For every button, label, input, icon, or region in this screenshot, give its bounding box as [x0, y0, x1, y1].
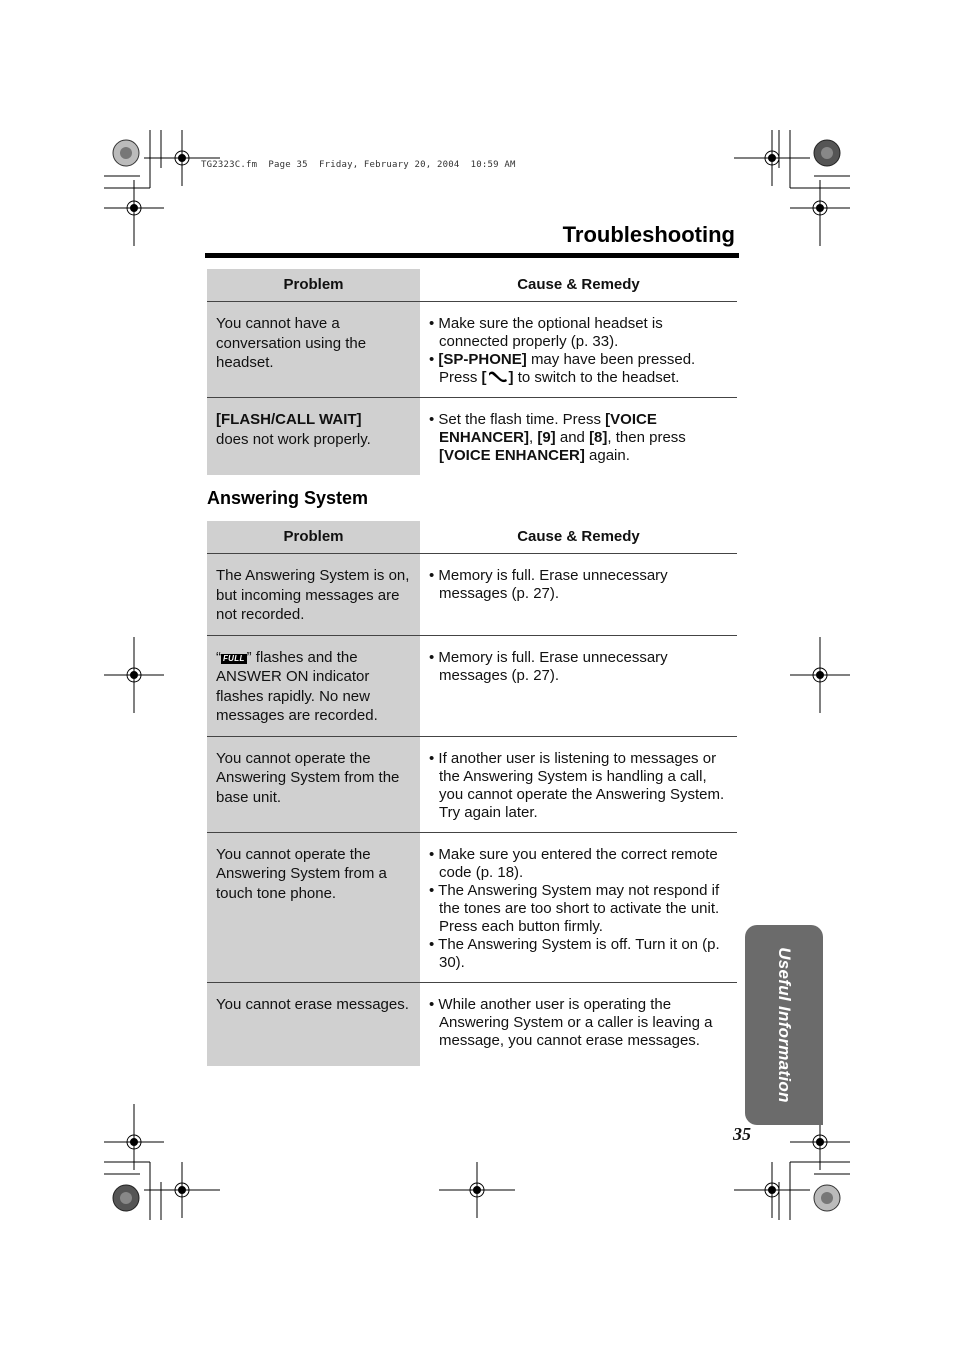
remedy-text: Set the flash time. Press	[438, 411, 601, 428]
talk-icon	[487, 370, 509, 383]
header-cause-remedy: Cause & Remedy	[420, 521, 737, 554]
remedy-text: Make sure the optional headset is connected properly (p. 33).	[438, 315, 663, 350]
side-tab-label: Useful Information	[775, 947, 794, 1103]
key-talk-open: [	[481, 369, 487, 386]
key-talk-close: ]	[508, 369, 514, 386]
remedy-bullet: • [SP-PHONE] may have been pressed. Press [ ] to switch to the headset.	[429, 351, 696, 386]
remedy-text: Memory is full. Erase unnecessary messages (p. 27).	[438, 648, 668, 684]
page-title: Troubleshooting	[562, 222, 735, 247]
remedy-text: again.	[589, 447, 630, 464]
problem-cell	[207, 554, 420, 636]
title-rule	[205, 253, 739, 258]
cause-cell	[420, 832, 737, 982]
key-9: [9]	[537, 429, 556, 446]
table-row	[207, 736, 737, 832]
key-voice-enhancer: [VOICE ENHANCER]	[439, 447, 585, 464]
problem-cell	[207, 302, 420, 398]
problem-cell	[207, 982, 420, 1066]
problem-cell	[207, 398, 420, 476]
cause-cell	[420, 736, 737, 832]
problem-text: You cannot erase messages.	[216, 995, 409, 1013]
problem-text: ” flashes and the ANSWER ON indicator flashes rapidly. No new messages are recorded.	[216, 648, 378, 724]
problem-cell	[207, 635, 420, 736]
remedy-text: While another user is operating the Answering System or a caller is leaving a message, you cannot erase messages.	[438, 995, 713, 1049]
remedy-text: The Answering System may not respond if the tones are too short to activate the unit. Press each button firmly.	[438, 881, 720, 935]
table-row	[207, 554, 737, 636]
remedy-bullet: • Make sure you entered the correct remote code (p. 18).	[429, 845, 718, 881]
quote-open: “	[216, 648, 221, 666]
table-row	[207, 398, 737, 476]
remedy-text: and	[559, 429, 585, 446]
header-problem: Problem	[207, 269, 420, 302]
table-row	[207, 832, 737, 982]
remedy-text: to switch to the headset.	[517, 369, 680, 386]
key-8: [8]	[589, 429, 608, 446]
problem-text: You cannot operate the Answering System from a touch tone phone.	[216, 845, 387, 902]
section-heading: Answering System	[207, 488, 369, 508]
problem-cell	[207, 736, 420, 832]
remedy-text: ,	[529, 429, 534, 446]
table-header-row	[207, 521, 737, 554]
remedy-bullet: • The Answering System may not respond if the tones are too short to activate the unit. Press each button firmly.	[429, 881, 720, 935]
side-tab-useful-information	[745, 925, 823, 1125]
remedy-text: Make sure you entered the correct remote code (p. 18).	[438, 845, 718, 881]
key-flash-call-wait: [FLASH/CALL WAIT]	[216, 411, 362, 428]
problem-text: You cannot have a conversation using the headset.	[216, 315, 367, 371]
header-cause-remedy: Cause & Remedy	[420, 269, 737, 302]
remedy-text: Memory is full. Erase unnecessary messages (p. 27).	[438, 567, 668, 602]
remedy-bullet: • Set the flash time. Press [VOICE ENHANCER], [9] and [8], then press [VOICE ENHANCER] again.	[429, 411, 686, 464]
remedy-bullet: • Make sure the optional headset is connected properly (p. 33).	[429, 315, 663, 350]
remedy-bullet: • If another user is listening to messages or the Answering System is handling a call, you cannot operate the Answering System. Try again later.	[429, 749, 725, 821]
cause-cell	[420, 982, 737, 1066]
remedy-bullet: • While another user is operating the Answering System or a caller is leaving a message, you cannot erase messages.	[429, 995, 713, 1049]
remedy-bullet: • Memory is full. Erase unnecessary messages (p. 27).	[429, 567, 668, 602]
problem-text: You cannot operate the Answering System from the base unit.	[216, 749, 400, 806]
remedy-bullet: • Memory is full. Erase unnecessary messages (p. 27).	[429, 648, 668, 684]
problem-text: does not work properly.	[216, 430, 371, 448]
header-problem: Problem	[207, 521, 420, 554]
problem-text: The Answering System is on, but incoming messages are not recorded.	[216, 567, 410, 623]
remedy-bullet: • The Answering System is off. Turn it on (p. 30).	[429, 935, 720, 971]
remedy-text: The Answering System is off. Turn it on (p. 30).	[438, 935, 720, 971]
cause-cell	[420, 302, 737, 398]
page-number: 35	[733, 1124, 751, 1144]
key-sp-phone: [SP-PHONE]	[438, 351, 527, 368]
full-icon: FULL	[223, 653, 245, 663]
cause-cell	[420, 635, 737, 736]
remedy-text: , then press	[607, 429, 686, 446]
remedy-text: may have been pressed. Press	[439, 351, 696, 386]
troubleshooting-table-general	[207, 269, 737, 475]
cause-cell	[420, 554, 737, 636]
troubleshooting-table-answering-system	[207, 521, 737, 1066]
key-voice-enhancer: [VOICE ENHANCER]	[439, 411, 657, 446]
file-info-header: TG2323C.fm Page 35 Friday, February 20, 2004 10:59 AM	[201, 160, 516, 170]
table-header-row	[207, 269, 737, 302]
table-row	[207, 982, 737, 1066]
table-row	[207, 635, 737, 736]
cause-cell	[420, 398, 737, 476]
problem-cell	[207, 832, 420, 982]
remedy-text: If another user is listening to messages or the Answering System is handling a call, you cannot operate the Answering System. Try again later.	[438, 749, 725, 821]
table-row	[207, 302, 737, 398]
